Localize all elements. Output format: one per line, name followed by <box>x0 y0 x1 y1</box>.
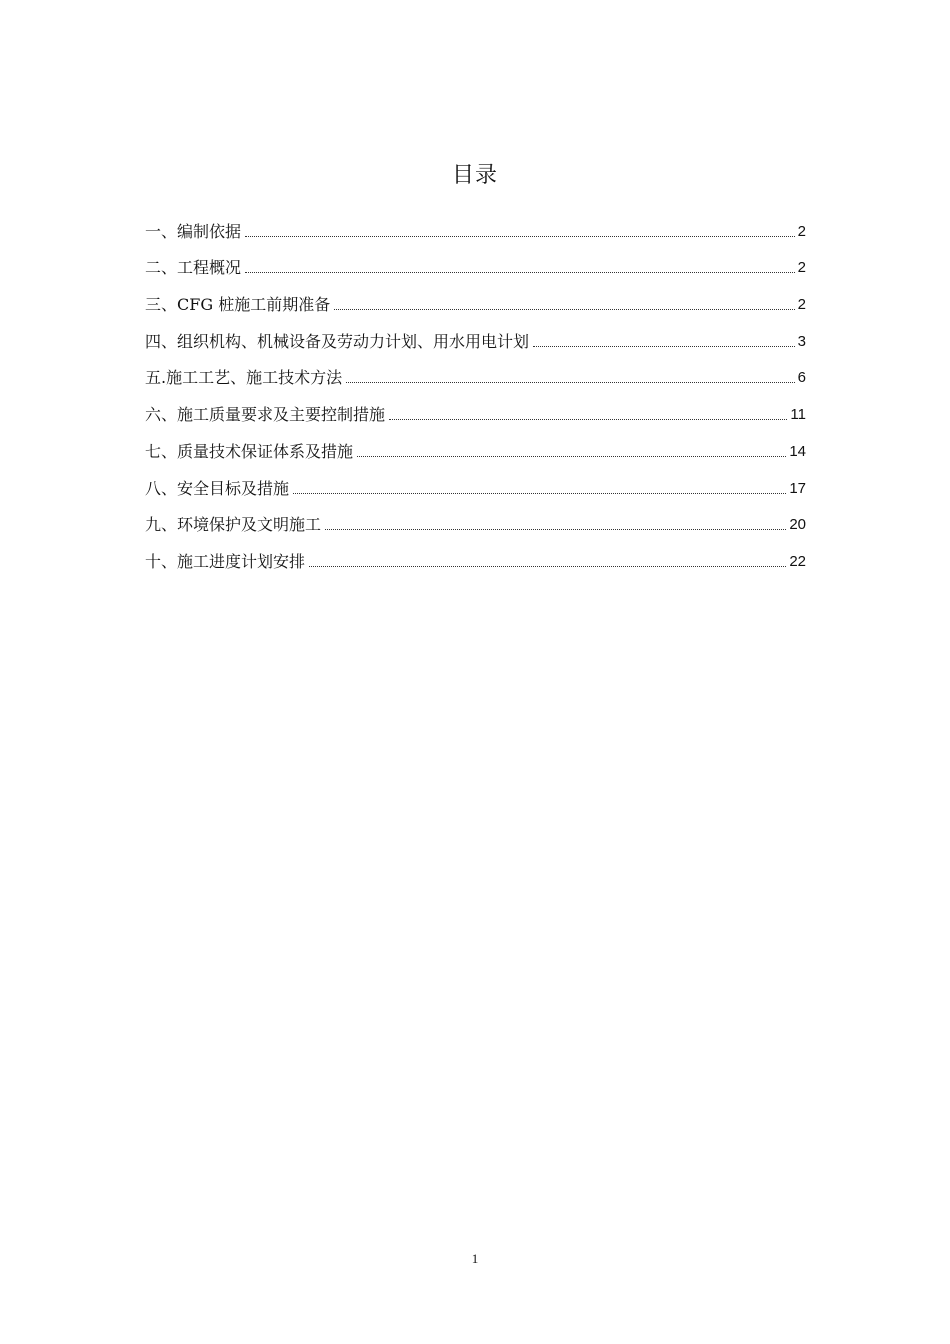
toc-entry-page: 20 <box>789 516 806 534</box>
toc-entry-page: 2 <box>797 222 806 240</box>
toc-entry-label: 四、组织机构、机械设备及劳动力计划、用水用电计划 <box>145 331 530 351</box>
toc-entry-label: 七、质量技术保证体系及措施 <box>145 441 354 461</box>
toc-entry-page: 2 <box>797 259 806 277</box>
toc-entry-page: 17 <box>789 479 806 497</box>
toc-entry-label: 一、编制依据 <box>145 221 242 241</box>
toc-entry[interactable] <box>145 499 806 536</box>
toc-dot-leader <box>325 529 786 530</box>
toc-dot-leader <box>357 456 786 457</box>
toc-dot-leader <box>533 346 795 347</box>
toc-entry[interactable] <box>145 242 806 279</box>
toc-entry-label: 八、安全目标及措施 <box>145 478 290 498</box>
toc-entry-page: 3 <box>797 332 806 350</box>
toc-entry[interactable] <box>145 278 806 315</box>
toc-entry[interactable] <box>145 315 806 352</box>
toc-entry[interactable] <box>145 388 806 425</box>
toc-entry[interactable] <box>145 352 806 389</box>
toc-entry-page: 14 <box>789 442 806 460</box>
toc-entry-label: 十、施工进度计划安排 <box>145 551 306 571</box>
toc-entry[interactable] <box>145 462 806 499</box>
toc-dot-leader <box>346 382 795 383</box>
toc-title: 目录 <box>451 163 498 188</box>
toc-entry-page: 2 <box>797 296 806 314</box>
toc-entry-label: 三、CFG 桩施工前期准备 <box>145 295 331 315</box>
toc-entry-page: 11 <box>790 406 806 424</box>
toc-entry-page: 6 <box>797 369 806 387</box>
toc-dot-leader <box>245 272 795 273</box>
toc-entry-label: 二、工程概况 <box>145 258 242 278</box>
toc-entry[interactable] <box>145 205 806 242</box>
toc-dot-leader <box>293 493 786 494</box>
toc-dot-leader <box>334 309 794 310</box>
toc-dot-leader <box>309 566 786 567</box>
toc-dot-leader <box>245 236 795 237</box>
toc-entry-label: 六、施工质量要求及主要控制措施 <box>145 405 386 425</box>
toc-entry[interactable] <box>145 535 806 572</box>
toc-entry-label: 五.施工工艺、施工技术方法 <box>145 368 343 388</box>
toc-entry-page: 22 <box>789 552 806 570</box>
toc-list <box>145 205 806 572</box>
toc-entry-label: 九、环境保护及文明施工 <box>145 515 322 535</box>
footer-page-number: 1 <box>471 1251 479 1266</box>
toc-entry[interactable] <box>145 425 806 462</box>
toc-dot-leader <box>389 419 787 420</box>
